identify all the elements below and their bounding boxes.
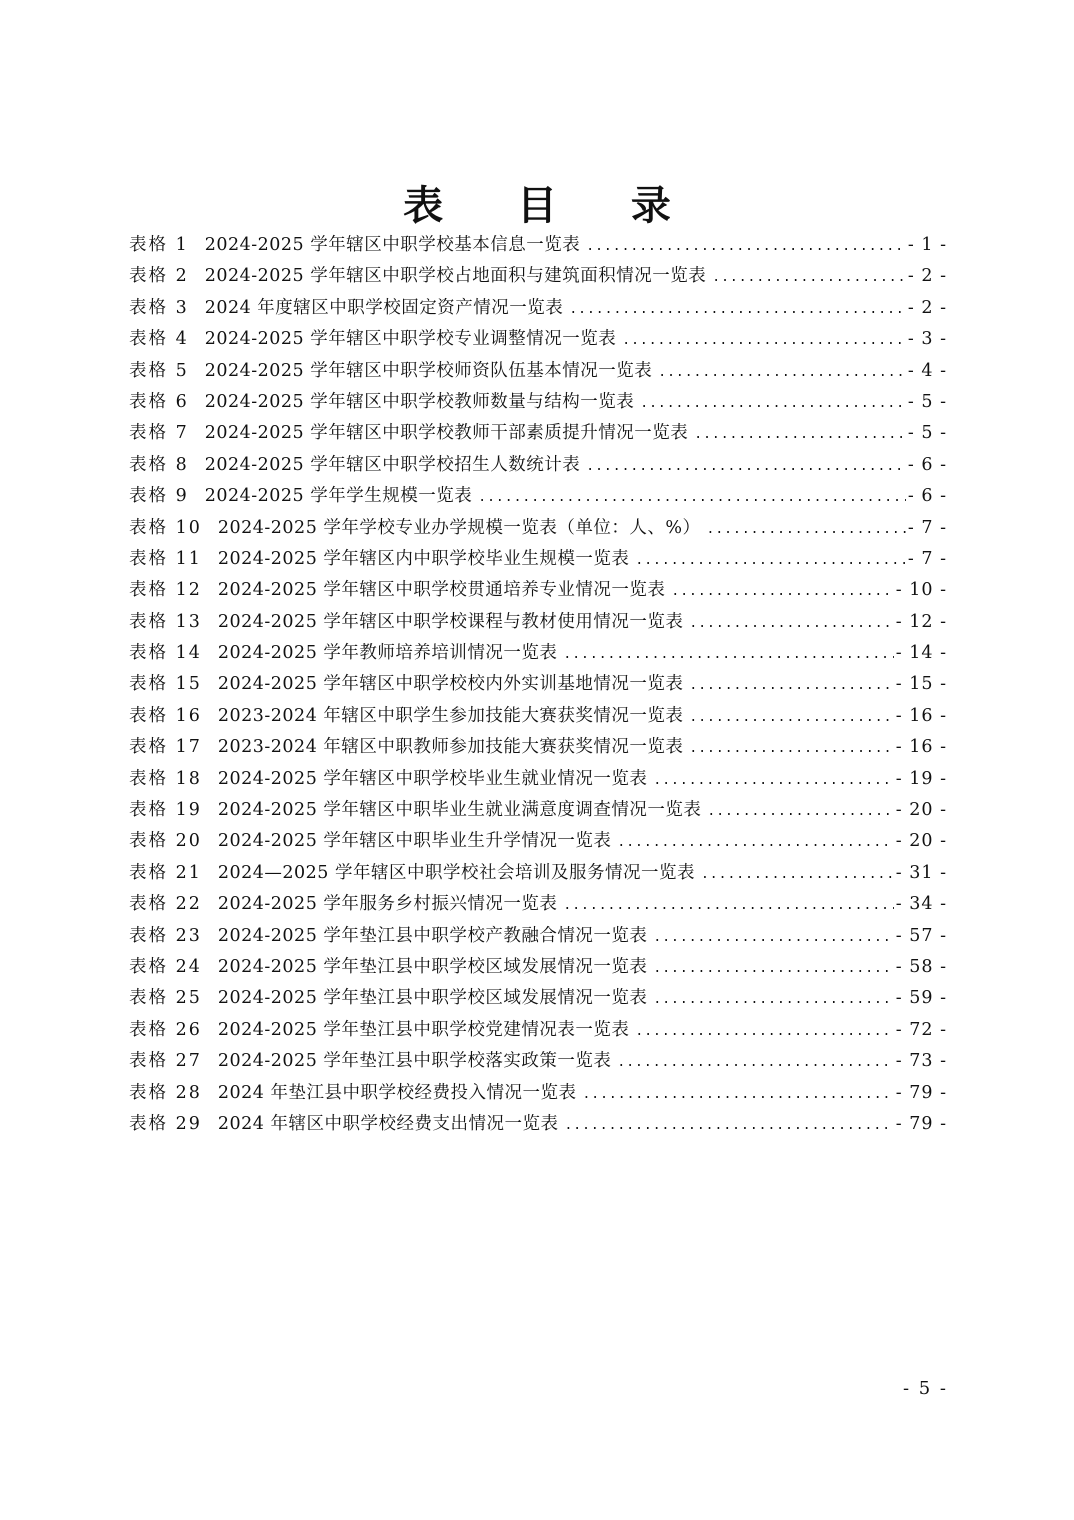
toc-entry-label: 表格 27 [129,1051,202,1072]
toc-entry[interactable] [129,701,947,732]
toc-entry-page: - 2 - [907,266,947,287]
toc-entry[interactable] [129,450,947,481]
toc-entry-title: 2024-2025 学年垫江县中职学校党建情况表一览表 [217,1019,630,1040]
toc-entry-title: 2024-2025 学年学校专业办学规模一览表（单位：人、%） [217,517,701,538]
toc-entry[interactable] [129,387,947,418]
toc-entry-label: 表格 26 [129,1019,202,1040]
toc-leader-dots [707,514,906,545]
toc-entry-page: - 5 - [907,423,947,444]
toc-leader-dots [635,1016,893,1047]
toc-entry-page: - 2 - [907,297,947,318]
toc-leader-dots [569,294,906,325]
toc-entry-label: 表格 18 [129,768,202,789]
toc-entry-page: - 79 - [895,1113,947,1134]
toc-entry[interactable] [129,1046,947,1077]
toc-entry[interactable] [129,826,947,857]
toc-entry-page: - 4 - [907,360,947,381]
toc-leader-dots [653,984,893,1015]
toc-entry-page: - 6 - [907,454,947,475]
toc-entry-title: 2024-2025 学年辖区中职学校课程与教材使用情况一览表 [217,611,684,632]
toc-entry-page: - 16 - [895,705,947,726]
toc-entry-label: 表格 13 [129,611,202,632]
toc-entry-page: - 15 - [895,674,947,695]
toc-entry-title: 2024 年度辖区中职学校固定资产情况一览表 [204,297,564,318]
toc-entry-label: 表格 5 [129,360,189,381]
toc-entry-label: 表格 25 [129,988,202,1009]
toc-entry[interactable] [129,481,947,512]
toc-entry-title: 2024-2025 学年辖区中职学校教师干部素质提升情况一览表 [204,423,689,444]
toc-entry-label: 表格 15 [129,674,202,695]
toc-entry-label: 表格 9 [129,486,189,507]
toc-leader-dots [658,357,906,388]
toc-entry-title: 2024-2025 学年辖区中职学校教师数量与结构一览表 [204,391,635,412]
toc-entry-page: - 16 - [895,737,947,758]
toc-entry-page: - 72 - [895,1019,947,1040]
toc-entry-page: - 12 - [895,611,947,632]
toc-entry-label: 表格 28 [129,1082,202,1103]
toc-entry-label: 表格 14 [129,643,202,664]
toc-entry-title: 2023-2024 年辖区中职教师参加技能大赛获奖情况一览表 [217,737,684,758]
toc-entry-page: - 34 - [895,894,947,915]
toc-entry[interactable] [129,921,947,952]
toc-entry-label: 表格 17 [129,737,202,758]
toc-entry[interactable] [129,1015,947,1046]
toc-leader-dots [622,325,906,356]
toc-entry-page: - 3 - [907,329,947,350]
toc-leader-dots [586,451,906,482]
toc-leader-dots [653,922,893,953]
toc-entry-page: - 10 - [895,580,947,601]
toc-leader-dots [689,733,893,764]
toc-leader-dots [617,1047,893,1078]
toc-entry-label: 表格 1 [129,235,189,255]
toc-entry-title: 2024-2025 学年垫江县中职学校区域发展情况一览表 [217,956,648,977]
toc-entry-label: 表格 21 [129,862,202,883]
toc-entry-title: 2024-2025 学年垫江县中职学校产教融合情况一览表 [217,925,648,946]
toc-entry[interactable] [129,1109,947,1140]
toc-entry-page: - 1 - [907,235,947,255]
toc-entry-label: 表格 10 [129,517,202,538]
toc-entry-title: 2024-2025 学年辖区中职学校占地面积与建筑面积情况一览表 [204,266,707,287]
toc-entry-page: - 5 - [907,391,947,412]
toc-entry-label: 表格 16 [129,705,202,726]
toc-leader-dots [563,890,893,921]
toc-entry[interactable] [129,952,947,983]
toc-leader-dots [689,702,893,733]
toc-entry-title: 2024-2025 学年教师培养培训情况一览表 [217,643,558,664]
toc-entry[interactable] [129,732,947,763]
toc-entry-title: 2024 年辖区中职学校经费支出情况一览表 [217,1113,559,1134]
toc-entry[interactable] [129,1078,947,1109]
toc-entry[interactable] [129,544,947,575]
page-number: - 5 - [902,1378,948,1399]
toc-entry-title: 2024-2025 学年垫江县中职学校区域发展情况一览表 [217,988,648,1009]
toc-leader-dots [586,231,906,262]
toc-entry-title: 2024—2025 学年辖区中职学校社会培训及服务情况一览表 [217,862,695,883]
toc-entry[interactable] [129,513,947,544]
toc-entry-label: 表格 7 [129,423,189,444]
toc-leader-dots [712,262,906,293]
toc-entry-page: - 73 - [895,1051,947,1072]
toc-entry-page: - 6 - [907,486,947,507]
toc-entry[interactable] [129,669,947,700]
toc-leader-dots [640,388,906,419]
toc-leader-dots [671,576,893,607]
toc-entry-label: 表格 20 [129,831,202,852]
toc-entry-label: 表格 2 [129,266,189,287]
toc-entry-title: 2024-2025 学年辖区中职学校专业调整情况一览表 [204,329,617,350]
toc-leader-dots [653,765,893,796]
toc-entry-label: 表格 11 [129,548,202,569]
toc-entry-label: 表格 23 [129,925,202,946]
toc-entry[interactable] [129,230,947,261]
toc-entry[interactable] [129,638,947,669]
toc-entry[interactable] [129,764,947,795]
toc-entry[interactable] [129,795,947,826]
toc-entry-title: 2023-2024 年辖区中职学生参加技能大赛获奖情况一览表 [217,705,684,726]
toc-entry-title: 2024-2025 学年辖区中职学校贯通培养专业情况一览表 [217,580,666,601]
toc-leader-dots [564,1110,893,1141]
toc-entry-page: - 57 - [895,925,947,946]
toc-leader-dots [635,545,906,576]
toc-entry[interactable] [129,418,947,449]
toc-entry[interactable] [129,324,947,355]
toc-entry-label: 表格 12 [129,580,202,601]
toc-entry[interactable] [129,607,947,638]
toc-entry-page: - 59 - [895,988,947,1009]
toc-entry-page: - 58 - [895,956,947,977]
toc-entry[interactable] [129,356,947,387]
toc-entry-title: 2024-2025 学年辖区中职毕业生就业满意度调查情况一览表 [217,800,702,821]
toc-entry-page: - 20 - [895,831,947,852]
toc-entry-title: 2024-2025 学年学生规模一览表 [204,486,473,507]
toc-entry-label: 表格 8 [129,454,189,475]
toc-entry-title: 2024-2025 学年辖区中职学校校内外实训基地情况一览表 [217,674,684,695]
toc-leader-dots [707,796,893,827]
toc-entry-title: 2024-2025 学年辖区中职学校师资队伍基本情况一览表 [204,360,653,381]
toc-entry-title: 2024-2025 学年辖区中职学校基本信息一览表 [204,235,581,255]
toc-leader-dots [689,670,893,701]
toc-entry[interactable] [129,261,947,292]
toc-leader-dots [582,1079,893,1110]
toc-entry[interactable] [129,575,947,606]
toc-entry-title: 2024-2025 学年辖区中职学校毕业生就业情况一览表 [217,768,648,789]
toc-entry-title: 2024-2025 学年辖区内中职学校毕业生规模一览表 [217,548,630,569]
toc-entry[interactable] [129,293,947,324]
toc-entry-label: 表格 6 [129,391,189,412]
toc-entry-title: 2024-2025 学年辖区中职毕业生升学情况一览表 [217,831,612,852]
toc-entry[interactable] [129,983,947,1014]
toc-entry-page: - 31 - [895,862,947,883]
toc-entry-label: 表格 19 [129,800,202,821]
toc-entry-page: - 7 - [907,517,947,538]
toc-entry[interactable] [129,858,947,889]
toc-leader-dots [689,608,893,639]
toc-leader-dots [563,639,893,670]
toc-entry-label: 表格 4 [129,329,189,350]
toc-entry-page: - 19 - [895,768,947,789]
toc-entry-label: 表格 29 [129,1113,202,1134]
toc-entry-title: 2024-2025 学年垫江县中职学校落实政策一览表 [217,1051,612,1072]
toc-entry-title: 2024-2025 学年辖区中职学校招生人数统计表 [204,454,581,475]
table-of-contents [129,230,947,1140]
page-title: 表 目 录 [403,182,701,229]
toc-entry-page: - 14 - [895,643,947,664]
toc-entry-title: 2024 年垫江县中职学校经费投入情况一览表 [217,1082,577,1103]
toc-entry-page: - 20 - [895,800,947,821]
toc-entry-label: 表格 22 [129,894,202,915]
toc-leader-dots [617,827,893,858]
toc-leader-dots [694,419,906,450]
toc-entry-label: 表格 24 [129,956,202,977]
toc-entry-title: 2024-2025 学年服务乡村振兴情况一览表 [217,894,558,915]
toc-entry-page: - 7 - [907,548,947,569]
toc-entry[interactable] [129,889,947,920]
toc-entry-label: 表格 3 [129,297,189,318]
toc-entry-page: - 79 - [895,1082,947,1103]
toc-leader-dots [653,953,893,984]
toc-leader-dots [478,482,906,513]
toc-leader-dots [701,859,894,890]
